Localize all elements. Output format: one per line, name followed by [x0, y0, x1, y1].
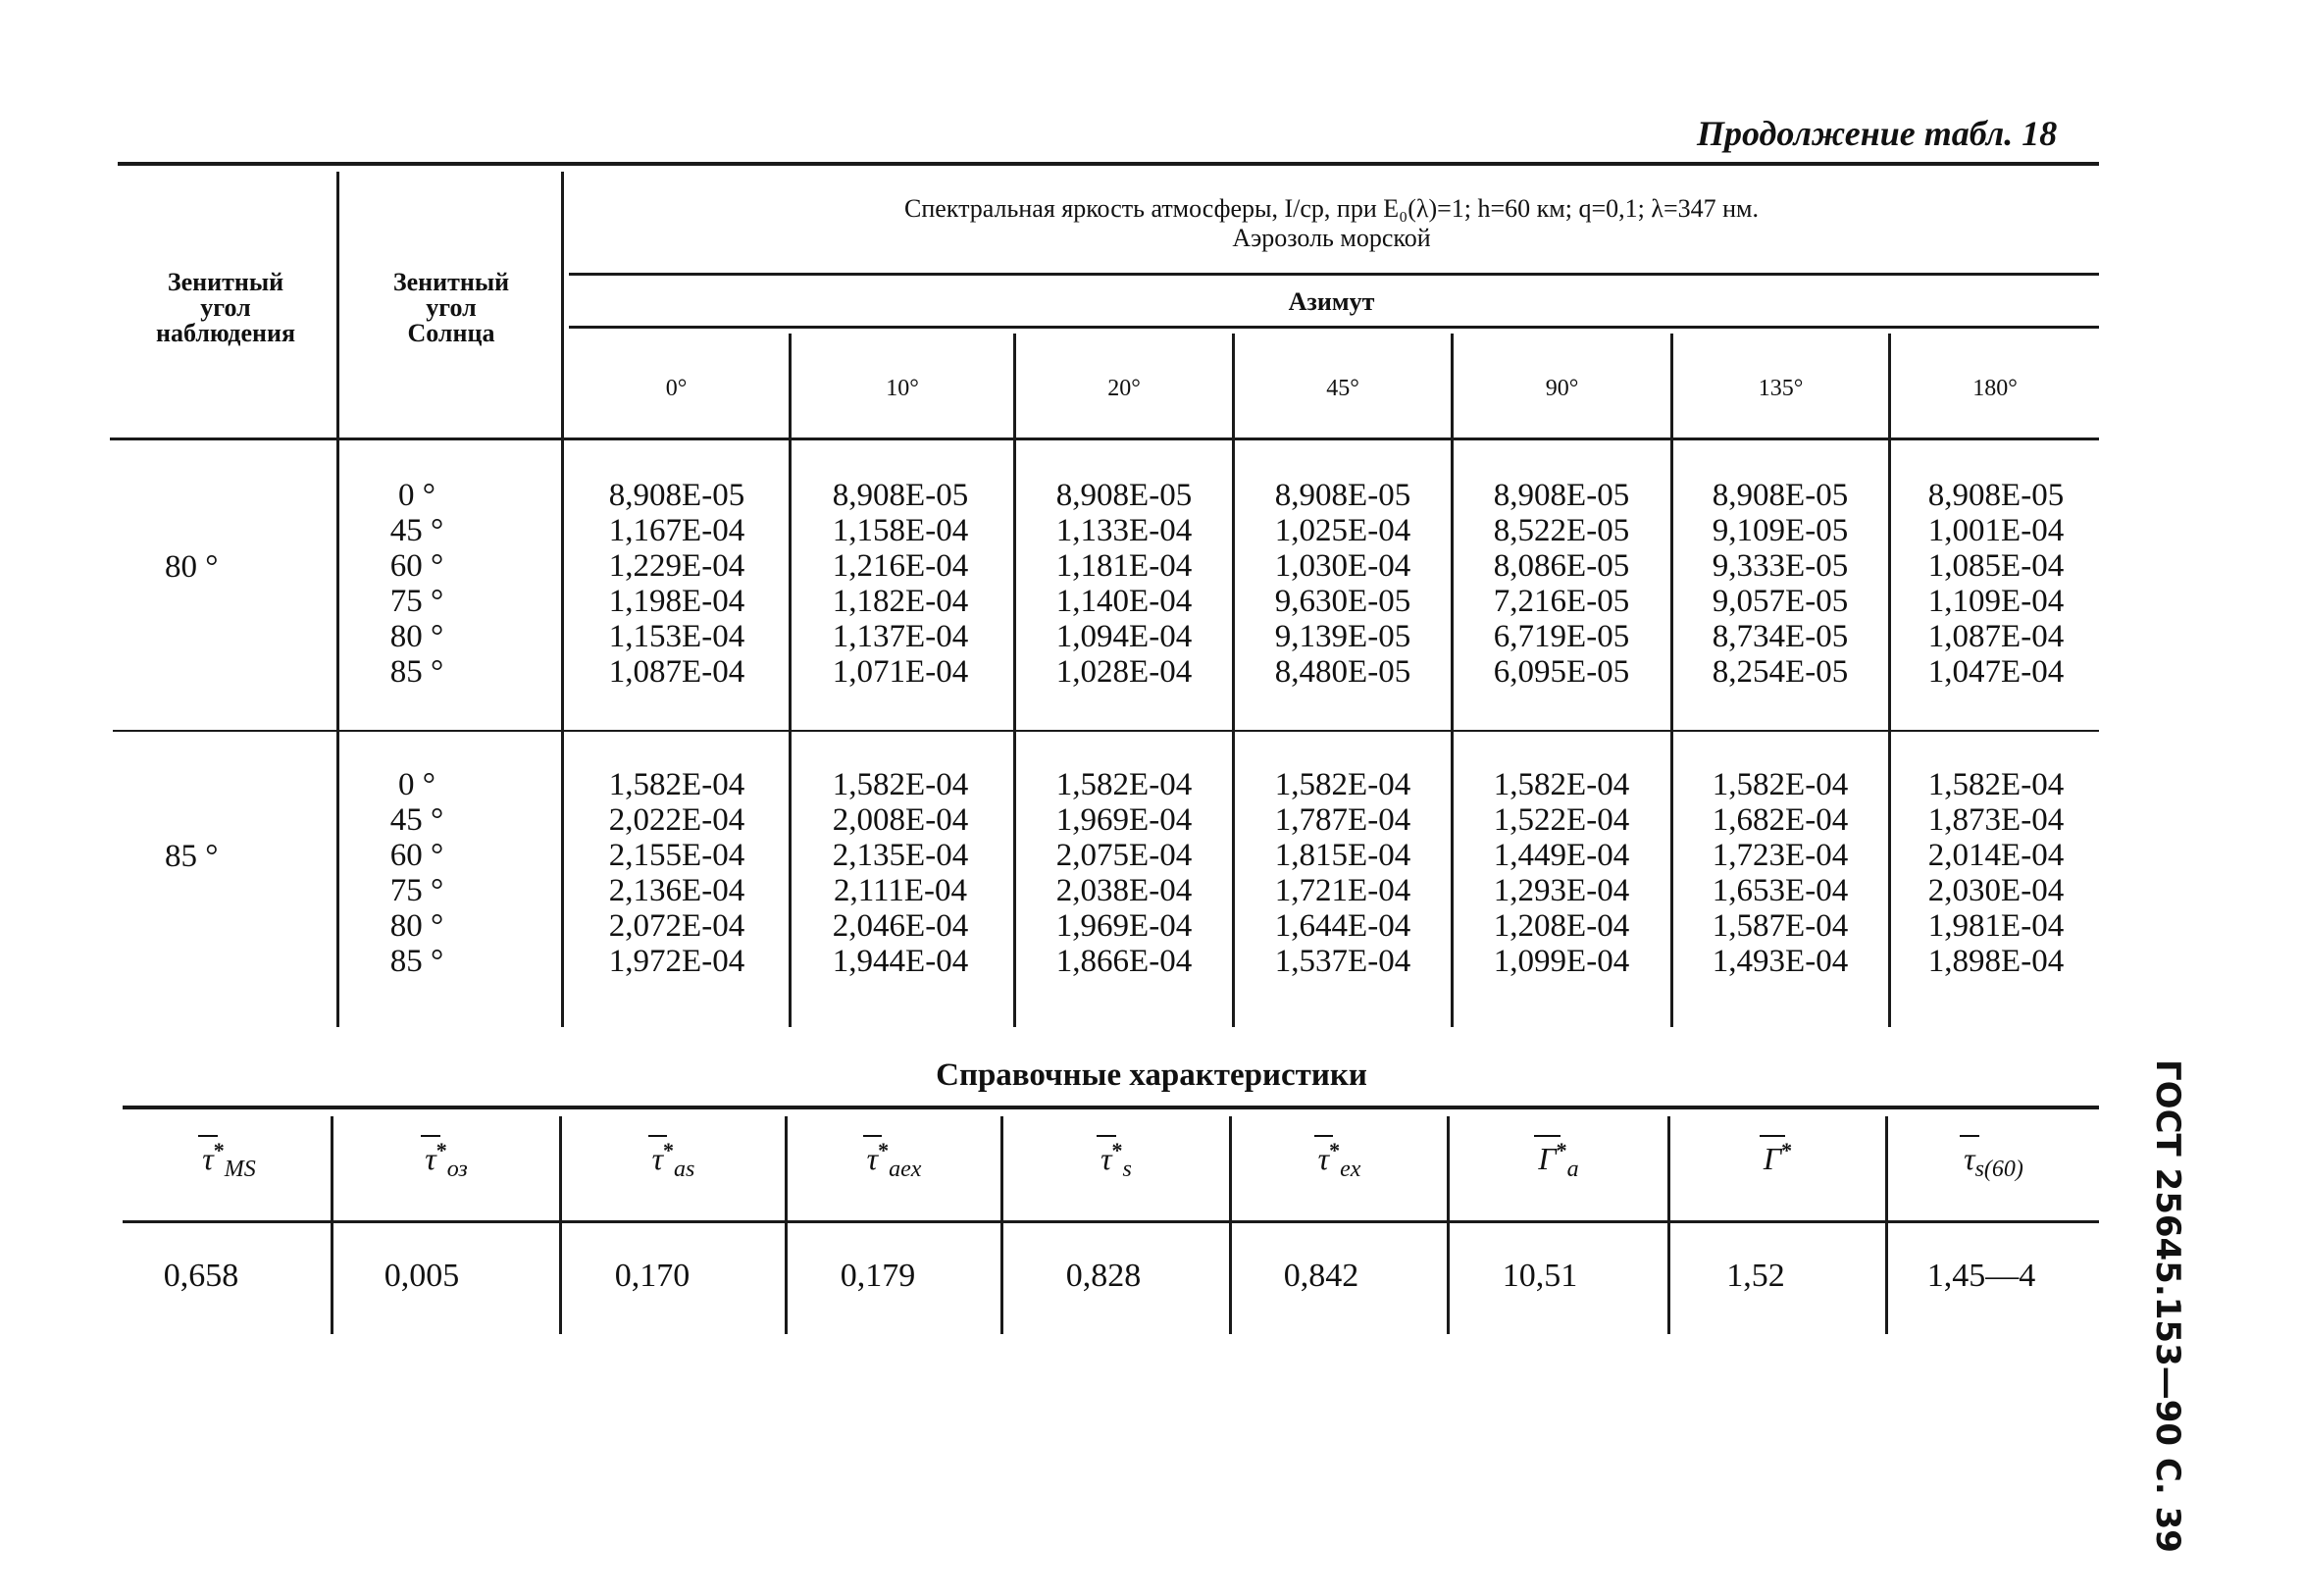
cell-value: 8,522E-05 — [1493, 513, 1630, 548]
sun-angle: 60 ° — [389, 838, 444, 873]
value-tau-as: 0,170 — [614, 1258, 691, 1294]
cell-value: 1,181E-04 — [1055, 548, 1193, 584]
cell-value: 1,682E-04 — [1712, 802, 1849, 838]
cell-value: 1,898E-04 — [1927, 944, 2065, 979]
cell-value: 1,140E-04 — [1055, 584, 1193, 619]
block-85-az-20 — [1026, 767, 1222, 979]
cell-value: 2,155E-04 — [608, 838, 745, 873]
cell-value: 6,719E-05 — [1493, 619, 1630, 654]
symbol-tau-s60: $\tau_{s(60)}$ — [1964, 1140, 2023, 1183]
cell-value: 1,001E-04 — [1927, 513, 2065, 548]
spectral-header-rule — [569, 273, 2099, 276]
block-85-az-45 — [1245, 767, 1441, 979]
cell-value: 1,873E-04 — [1927, 802, 2065, 838]
azimuth-90: 90° — [1545, 376, 1579, 401]
header-spectral-brightness — [564, 194, 2099, 253]
cell-value: 2,075E-04 — [1055, 838, 1193, 873]
cell-value: 2,014E-04 — [1927, 838, 2065, 873]
cell-value: 2,038E-04 — [1055, 873, 1193, 908]
block-80-az-10 — [802, 478, 998, 690]
sun-angle: 80 ° — [389, 619, 444, 654]
cell-value: 1,030E-04 — [1274, 548, 1411, 584]
cell-value: 2,111E-04 — [834, 873, 967, 908]
header-bottom-rule — [110, 438, 2099, 440]
cell-value: 1,208E-04 — [1493, 908, 1630, 944]
spectral-line-2: Аэрозоль морской — [1232, 224, 1431, 252]
cell-value: 1,216E-04 — [832, 548, 969, 584]
cell-value: 7,216E-05 — [1493, 584, 1630, 619]
cell-value: 1,972E-04 — [608, 944, 745, 979]
azimuth-10: 10° — [886, 376, 919, 401]
sun-angles-block-80 — [368, 478, 466, 690]
sun-angle: 75 ° — [389, 584, 444, 619]
azimuth-45: 45° — [1326, 376, 1359, 401]
azimuth-20: 20° — [1107, 376, 1141, 401]
block-80-az-180 — [1898, 478, 2094, 690]
cell-value: 8,908E-05 — [1493, 478, 1630, 513]
az-divider-6 — [1888, 334, 1891, 1027]
az-divider-4 — [1451, 334, 1454, 1027]
cell-value: 6,095E-05 — [1493, 654, 1630, 690]
cell-value: 1,182E-04 — [832, 584, 969, 619]
cell-value: 1,047E-04 — [1927, 654, 2065, 690]
cell-value: 1,723E-04 — [1712, 838, 1849, 873]
cell-value: 1,293E-04 — [1493, 873, 1630, 908]
cell-value: 1,582E-04 — [1712, 767, 1849, 802]
azimuth-header-rule — [569, 326, 2099, 329]
cell-value: 1,653E-04 — [1712, 873, 1849, 908]
az-divider-2 — [1013, 334, 1016, 1027]
cell-value: 1,587E-04 — [1712, 908, 1849, 944]
cell-value: 2,030E-04 — [1927, 873, 2065, 908]
symbol-gamma-a: $Г^*_a$ — [1538, 1138, 1579, 1183]
cell-value: 9,630E-05 — [1274, 584, 1411, 619]
cell-value: 8,908E-05 — [1712, 478, 1849, 513]
symbol-tau-ms: $\tau^*_{MS}$ — [202, 1138, 256, 1183]
az-divider-5 — [1670, 334, 1673, 1027]
cell-value: 1,815E-04 — [1274, 838, 1411, 873]
value-tau-ex: 0,842 — [1283, 1258, 1359, 1294]
block-85-az-0 — [579, 767, 775, 979]
cell-value: 1,133E-04 — [1055, 513, 1193, 548]
cell-value: 1,582E-04 — [608, 767, 745, 802]
cell-value: 1,085E-04 — [1927, 548, 2065, 584]
sun-angle: 45 ° — [389, 802, 444, 838]
block-80-az-135 — [1682, 478, 1878, 690]
cell-value: 1,449E-04 — [1493, 838, 1630, 873]
cell-value: 8,908E-05 — [1927, 478, 2065, 513]
cell-value: 8,734E-05 — [1712, 619, 1849, 654]
azimuth-0: 0° — [665, 376, 688, 401]
reference-top-rule — [123, 1106, 2099, 1109]
cell-value: 1,109E-04 — [1927, 584, 2065, 619]
cell-value: 8,254E-05 — [1712, 654, 1849, 690]
sun-angle: 85 ° — [389, 944, 444, 979]
sun-angle: 0 ° — [398, 767, 435, 802]
value-gamma-a: 10,51 — [1502, 1258, 1578, 1294]
symbol-tau-aex: $\tau^*_{aex}$ — [866, 1138, 922, 1183]
zenith-obs-85: 85 ° — [165, 839, 219, 874]
block-80-az-20 — [1026, 478, 1222, 690]
spectral-line-1: Спектральная яркость атмосферы, I/ср, при E₀(λ)=1; h=60 км; q=0,1; λ=347 нм. — [904, 194, 1759, 223]
cell-value: 1,721E-04 — [1274, 873, 1411, 908]
header-zenith-observation: Зенитный угол наблюдения — [155, 268, 296, 347]
cell-value: 2,046E-04 — [832, 908, 969, 944]
cell-value: 1,198E-04 — [608, 584, 745, 619]
sun-angles-block-85 — [368, 767, 466, 979]
cell-value: 1,969E-04 — [1055, 802, 1193, 838]
cell-value: 1,644E-04 — [1274, 908, 1411, 944]
sun-angle: 60 ° — [389, 548, 444, 584]
cell-value: 1,787E-04 — [1274, 802, 1411, 838]
cell-value: 9,057E-05 — [1712, 584, 1849, 619]
value-gamma: 1,52 — [1726, 1258, 1785, 1294]
cell-value: 1,582E-04 — [1274, 767, 1411, 802]
cell-value: 1,087E-04 — [1927, 619, 2065, 654]
cell-value: 1,028E-04 — [1055, 654, 1193, 690]
cell-value: 8,908E-05 — [1055, 478, 1193, 513]
table-continuation-caption: Продолжение табл. 18 — [1697, 114, 2058, 153]
cell-value: 1,167E-04 — [608, 513, 745, 548]
symbol-tau-oz: $\tau^*_{оз}$ — [425, 1138, 468, 1183]
gost-page-reference: ГОСТ 25645.153—90 С. 39 — [2148, 1059, 2187, 1553]
table-top-rule — [118, 162, 2099, 166]
cell-value: 1,071E-04 — [832, 654, 969, 690]
value-tau-s: 0,828 — [1065, 1258, 1142, 1294]
az-divider-3 — [1232, 334, 1235, 1027]
value-tau-aex: 0,179 — [840, 1258, 916, 1294]
symbol-tau-as: $\tau^*_{as}$ — [651, 1138, 695, 1183]
az-divider-1 — [789, 334, 792, 1027]
block-80-az-45 — [1245, 478, 1441, 690]
cell-value: 9,109E-05 — [1712, 513, 1849, 548]
cell-value: 1,944E-04 — [832, 944, 969, 979]
cell-value: 2,136E-04 — [608, 873, 745, 908]
cell-value: 9,333E-05 — [1712, 548, 1849, 584]
block-85-az-135 — [1682, 767, 1878, 979]
cell-value: 1,025E-04 — [1274, 513, 1411, 548]
cell-value: 1,969E-04 — [1055, 908, 1193, 944]
symbol-tau-s: $\tau^*_s$ — [1100, 1138, 1132, 1183]
cell-value: 1,137E-04 — [832, 619, 969, 654]
cell-value: 1,522E-04 — [1493, 802, 1630, 838]
cell-value: 2,008E-04 — [832, 802, 969, 838]
cell-value: 1,087E-04 — [608, 654, 745, 690]
cell-value: 8,086E-05 — [1493, 548, 1630, 584]
sun-angle: 45 ° — [389, 513, 444, 548]
cell-value: 1,582E-04 — [1493, 767, 1630, 802]
cell-value: 1,866E-04 — [1055, 944, 1193, 979]
cell-value: 1,582E-04 — [1927, 767, 2065, 802]
cell-value: 1,153E-04 — [608, 619, 745, 654]
cell-value: 2,135E-04 — [832, 838, 969, 873]
cell-value: 1,158E-04 — [832, 513, 969, 548]
header-azimuth: Азимут — [1288, 287, 1375, 316]
cell-value: 1,537E-04 — [1274, 944, 1411, 979]
block-80-az-0 — [579, 478, 775, 690]
cell-value: 1,582E-04 — [1055, 767, 1193, 802]
cell-value: 8,480E-05 — [1274, 654, 1411, 690]
header-zenith-sun: Зенитный угол Солнца — [392, 268, 510, 347]
symbol-tau-ex: $\tau^*_{ex}$ — [1317, 1138, 1361, 1183]
value-tau-oz: 0,005 — [384, 1258, 460, 1294]
block-85-az-90 — [1463, 767, 1660, 979]
zenith-obs-80: 80 ° — [165, 549, 219, 585]
sun-angle: 80 ° — [389, 908, 444, 944]
block-85-az-10 — [802, 767, 998, 979]
symbol-gamma: Г* — [1763, 1138, 1793, 1176]
sun-angle: 0 ° — [398, 478, 435, 513]
sun-angle: 75 ° — [389, 873, 444, 908]
cell-value: 1,493E-04 — [1712, 944, 1849, 979]
cell-value: 2,072E-04 — [608, 908, 745, 944]
azimuth-135: 135° — [1758, 376, 1804, 401]
cell-value: 8,908E-05 — [832, 478, 969, 513]
block-separator-rule — [113, 730, 2099, 732]
reference-mid-rule — [123, 1220, 2099, 1223]
cell-value: 1,094E-04 — [1055, 619, 1193, 654]
sun-angle: 85 ° — [389, 654, 444, 690]
block-85-az-180 — [1898, 767, 2094, 979]
cell-value: 1,229E-04 — [608, 548, 745, 584]
value-tau-ms: 0,658 — [163, 1258, 239, 1294]
cell-value: 8,908E-05 — [608, 478, 745, 513]
cell-value: 1,582E-04 — [832, 767, 969, 802]
value-tau-s60: 1,45—4 — [1926, 1258, 2036, 1294]
cell-value: 2,022E-04 — [608, 802, 745, 838]
azimuth-180: 180° — [1972, 376, 2018, 401]
cell-value: 9,139E-05 — [1274, 619, 1411, 654]
cell-value: 8,908E-05 — [1274, 478, 1411, 513]
col-divider-1 — [336, 172, 339, 1027]
block-80-az-90 — [1463, 478, 1660, 690]
cell-value: 1,981E-04 — [1927, 908, 2065, 944]
reference-title: Справочные характеристики — [936, 1057, 1367, 1093]
cell-value: 1,099E-04 — [1493, 944, 1630, 979]
